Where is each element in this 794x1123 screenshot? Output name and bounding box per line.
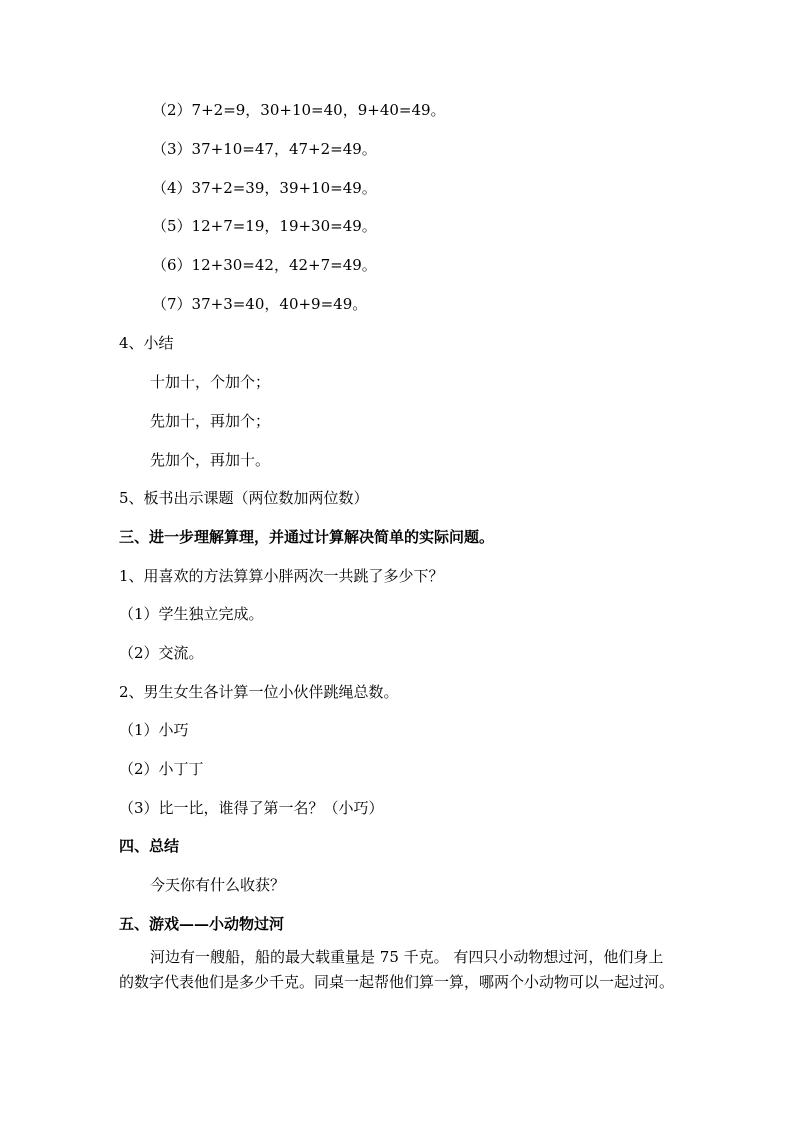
board-title: 5、板书出示课题（两位数加两位数） [119, 489, 369, 507]
question-2: 2、男生女生各计算一位小伙伴跳绳总数。 [119, 683, 399, 701]
step-line: （7）37+3=40，40+9=49。 [152, 295, 368, 313]
section4-heading: 四、总结 [119, 837, 180, 855]
step-line: （6）12+30=42，42+7=49。 [152, 256, 377, 274]
section3-heading: 三、进一步理解算理，并通过计算解决简单的实际问题。 [119, 528, 495, 546]
question-1-item: （2）交流。 [119, 644, 204, 662]
summary-heading: 4、小结 [119, 334, 174, 352]
section4-text: 今天你有什么收获？ [150, 876, 286, 894]
question-1: 1、用喜欢的方法算算小胖两次一共跳了多少下？ [119, 567, 444, 585]
step-line: （3）37+10=47，47+2=49。 [152, 140, 377, 158]
summary-item: 十加十，个加个； [150, 373, 271, 391]
step-line: （5）12+7=19，19+30=49。 [152, 217, 377, 235]
summary-item: 先加个，再加十。 [150, 451, 271, 469]
question-2-item: （1）小巧 [119, 721, 189, 739]
question-2-item: （2）小丁丁 [119, 760, 204, 778]
question-2-item: （3）比一比，谁得了第一名？（小巧） [119, 799, 384, 817]
summary-item: 先加十，再加个； [150, 412, 271, 430]
step-line: （2）7+2=9，30+10=40，9+40=49。 [152, 101, 446, 119]
section5-heading: 五、游戏——小动物过河 [119, 915, 285, 933]
question-1-item: （1）学生独立完成。 [119, 605, 264, 623]
section5-paragraph: 河边有一艘船，船的最大载重量是 75 千克。 有四只小动物想过河，他们身上的数字代表他们是多少千克。同桌一起帮他们算一算，哪两个小动物可以一起过河。 [119, 948, 675, 991]
step-line: （4）37+2=39，39+10=49。 [152, 179, 377, 197]
